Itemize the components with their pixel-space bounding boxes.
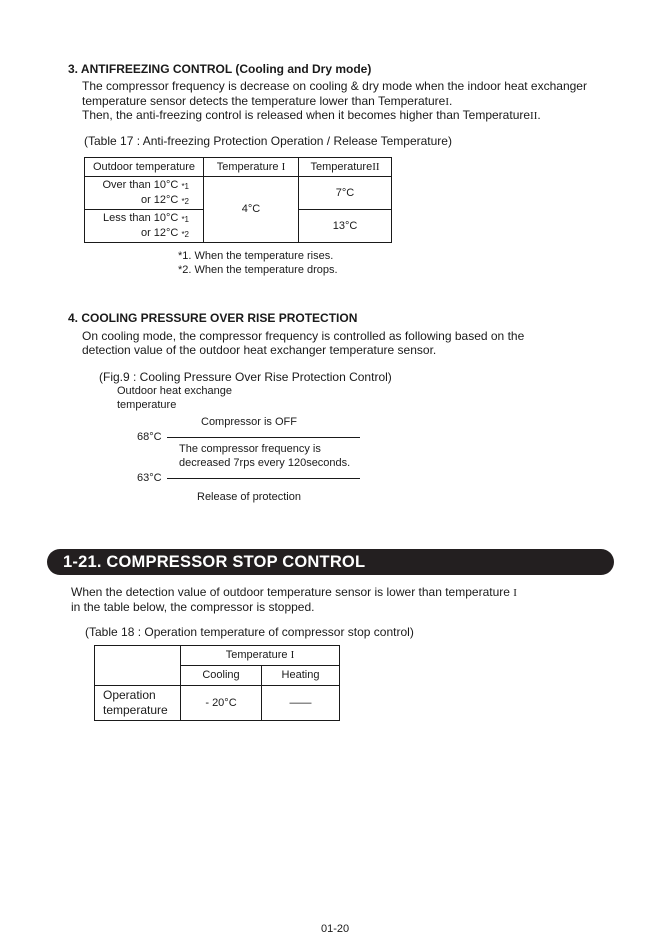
table18-col-cooling: Cooling xyxy=(181,666,262,686)
table17-row1-outdoor: Over than 10°C *1 or 12°C *2 xyxy=(85,177,204,210)
fig9-line-68 xyxy=(167,437,360,438)
section121-line1: When the detection value of outdoor temperature sensor is lower than temperature I xyxy=(71,585,517,599)
table17-row2-temp2: 13°C xyxy=(299,210,392,243)
fig9-zone-mid-2: decreased 7rps every 120seconds. xyxy=(179,457,351,469)
section-banner xyxy=(47,549,614,575)
page-number: 01-20 xyxy=(321,923,350,935)
section3-line2: temperature sensor detects the temperature lower than TemperatureI. xyxy=(82,94,453,108)
table17-caption: (Table 17 : Anti-freezing Protection Operation / Release Temperature) xyxy=(84,134,452,148)
fig9-axis-label-2: temperature xyxy=(117,399,177,411)
table17-header-temp1: Temperature I xyxy=(204,158,299,177)
table18-header: Temperature I xyxy=(181,646,340,666)
table17-header-outdoor: Outdoor temperature xyxy=(85,158,204,177)
fig9-zone-off: Compressor is OFF xyxy=(201,416,297,428)
table18-col-heating: Heating xyxy=(262,666,340,686)
fig9-caption: (Fig.9 : Cooling Pressure Over Rise Protection Control) xyxy=(99,370,392,384)
section-title: 1-21. COMPRESSOR STOP CONTROL xyxy=(63,553,366,571)
section3-line1: The compressor frequency is decrease on cooling & dry mode when the indoor heat exchanger xyxy=(82,79,587,93)
table17-row2-outdoor: Less than 10°C *1 or 12°C *2 xyxy=(85,210,204,243)
table18-row-label: Operation temperature xyxy=(95,686,181,721)
fig9-line-63 xyxy=(167,478,360,479)
table18-heating-value: —— xyxy=(262,686,340,721)
fig9-level-68: 68°C xyxy=(137,431,162,443)
table18 xyxy=(94,645,340,721)
section4-line2: detection value of the outdoor heat exchanger temperature sensor. xyxy=(82,343,437,357)
fig9-axis-label-1: Outdoor heat exchange xyxy=(117,385,232,397)
section3-line3: Then, the anti-freezing control is released when it becomes higher than TemperatureII. xyxy=(82,108,541,122)
fig9-zone-mid-1: The compressor frequency is xyxy=(179,443,321,455)
table17 xyxy=(84,157,392,243)
section3-heading: 3. ANTIFREEZING CONTROL (Cooling and Dry mode) xyxy=(68,62,372,76)
section4-heading: 4. COOLING PRESSURE OVER RISE PROTECTION xyxy=(68,311,358,325)
table17-row1-temp2: 7°C xyxy=(299,177,392,210)
table17-header-temp2: TemperatureII xyxy=(299,158,392,177)
table18-corner xyxy=(95,646,181,686)
fig9-zone-release: Release of protection xyxy=(197,491,301,503)
table18-caption: (Table 18 : Operation temperature of compressor stop control) xyxy=(85,625,414,639)
section4-line1: On cooling mode, the compressor frequency is controlled as following based on the xyxy=(82,329,525,343)
table17-temp1-value: 4°C xyxy=(204,177,299,243)
table17-note2: *2. When the temperature drops. xyxy=(178,264,338,276)
section121-line2: in the table below, the compressor is stopped. xyxy=(71,600,315,614)
table18-cooling-value: - 20°C xyxy=(181,686,262,721)
fig9-level-63: 63°C xyxy=(137,472,162,484)
table17-note1: *1. When the temperature rises. xyxy=(178,250,334,262)
